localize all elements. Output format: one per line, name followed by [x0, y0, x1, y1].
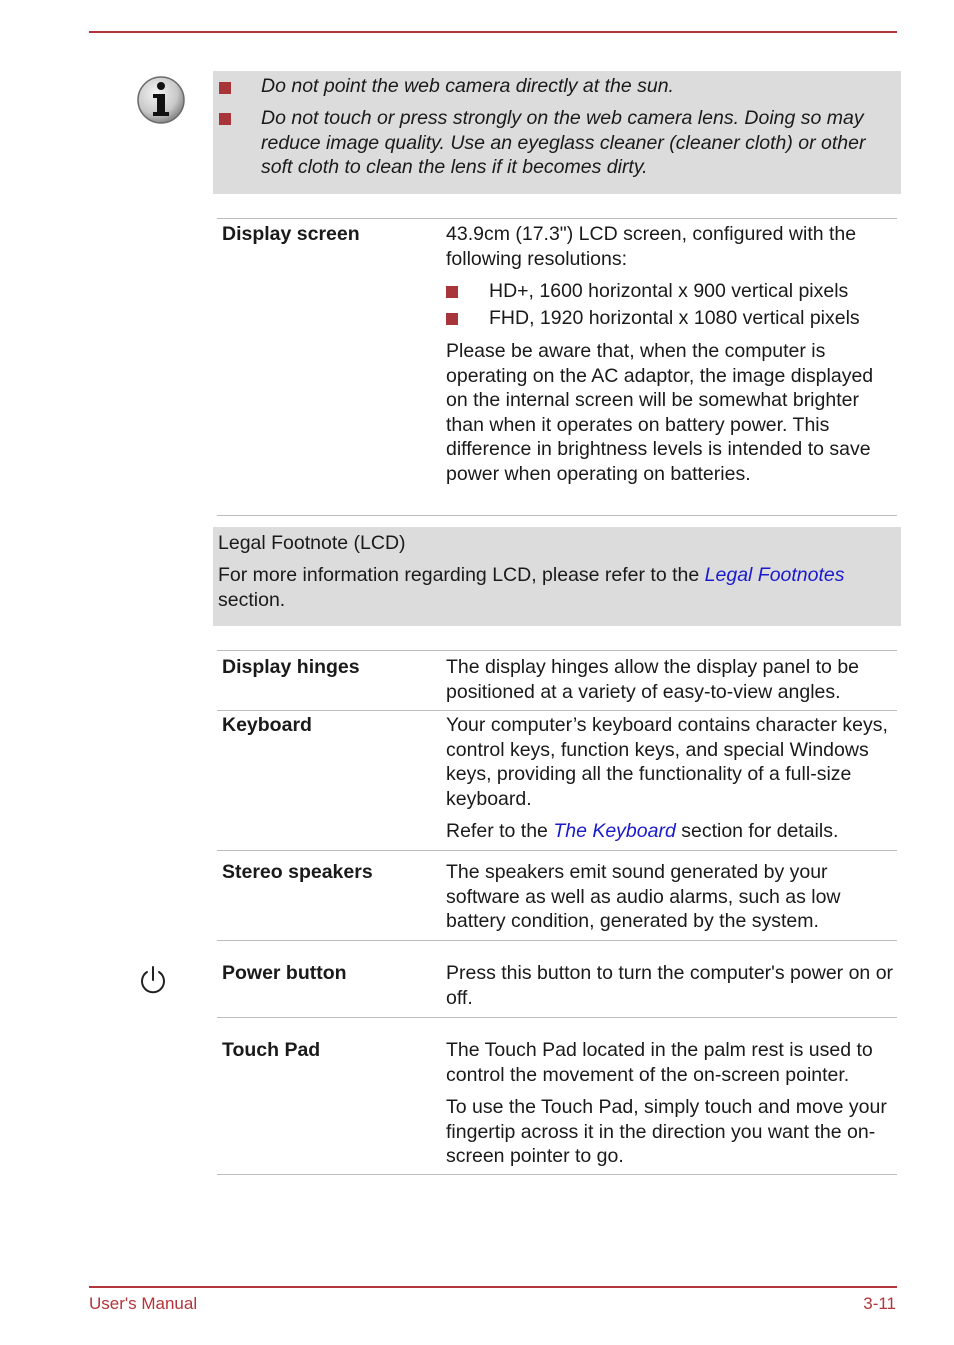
info-icon	[136, 75, 186, 125]
power-button-desc: Press this button to turn the computer's power on or off.	[446, 962, 894, 1009]
power-icon	[138, 964, 168, 996]
keyboard-refer-before: Refer to the	[446, 820, 554, 842]
display-screen-intro: 43.9cm (17.3") LCD screen, configured with the following resolutions:	[446, 223, 857, 270]
bullet-square	[446, 286, 458, 298]
term-display-hinges: Display hinges	[222, 656, 360, 678]
legal-footnote-box	[213, 527, 901, 626]
table-divider	[217, 1017, 897, 1018]
bullet-square	[446, 313, 458, 325]
term-power-button: Power button	[222, 962, 347, 984]
display-screen-note: Please be aware that, when the computer is operating on the AC adaptor, the image displayed on the internal screen will be somewhat brighter than when it operates on battery power. This difference in brightness levels is intended to save power when operating on batteries.	[446, 340, 874, 485]
stereo-speakers-desc: The speakers emit sound generated by your software as well as audio alarms, such as low battery condition, generated by the system.	[446, 861, 841, 932]
resolution-item: FHD, 1920 horizontal x 1080 vertical pixels	[489, 307, 860, 329]
table-divider	[217, 940, 897, 941]
legal-footnote-title: Legal Footnote (LCD)	[218, 532, 406, 554]
header-rule	[89, 31, 897, 33]
keyboard-refer	[446, 819, 896, 844]
keyboard-desc: Your computer’s keyboard contains character keys, control keys, function keys, and special Windows keys, providing all the functionality of a full-size keyboard.	[446, 714, 888, 810]
legal-text-after: section.	[218, 588, 286, 611]
resolution-item: HD+, 1600 horizontal x 900 vertical pixels	[489, 280, 849, 302]
term-keyboard: Keyboard	[222, 714, 312, 736]
keyboard-refer-after: section for details.	[675, 820, 839, 842]
note-item: Do not point the web camera directly at the sun.	[261, 75, 674, 97]
table-divider	[217, 515, 897, 516]
touch-pad-desc-1: The Touch Pad located in the palm rest is used to control the movement of the on-screen pointer.	[446, 1039, 873, 1086]
term-touch-pad: Touch Pad	[222, 1039, 321, 1061]
legal-footnotes-link[interactable]: Legal Footnotes	[704, 564, 845, 586]
touch-pad-desc-2: To use the Touch Pad, simply touch and move your fingertip across it in the direction you want the on-screen pointer to go.	[446, 1096, 887, 1167]
table-divider	[217, 650, 897, 651]
the-keyboard-link[interactable]: The Keyboard	[553, 820, 676, 842]
footer-rule	[89, 1286, 897, 1288]
note-item: Do not touch or press strongly on the web camera lens. Doing so may reduce image quality. Use an eyeglass cleaner (cleaner cloth) or other soft cloth to clean the lens if it becomes dirty.	[261, 107, 866, 178]
bullet-square	[219, 82, 231, 94]
table-divider	[217, 710, 897, 711]
footer-manual-title: User's Manual	[89, 1294, 198, 1313]
display-hinges-desc: The display hinges allow the display panel to be positioned at a variety of easy-to-view angles.	[446, 656, 860, 703]
legal-footnote-text	[218, 563, 888, 612]
bullet-square	[219, 113, 231, 125]
term-stereo-speakers: Stereo speakers	[222, 861, 373, 883]
term-display-screen: Display screen	[222, 223, 360, 245]
caution-note-box	[213, 71, 901, 194]
page-number: 3-11	[863, 1294, 896, 1313]
table-divider	[217, 850, 897, 851]
table-divider	[217, 1174, 897, 1175]
table-divider	[217, 218, 897, 219]
legal-text-before: For more information regarding LCD, please refer to the	[218, 564, 705, 586]
